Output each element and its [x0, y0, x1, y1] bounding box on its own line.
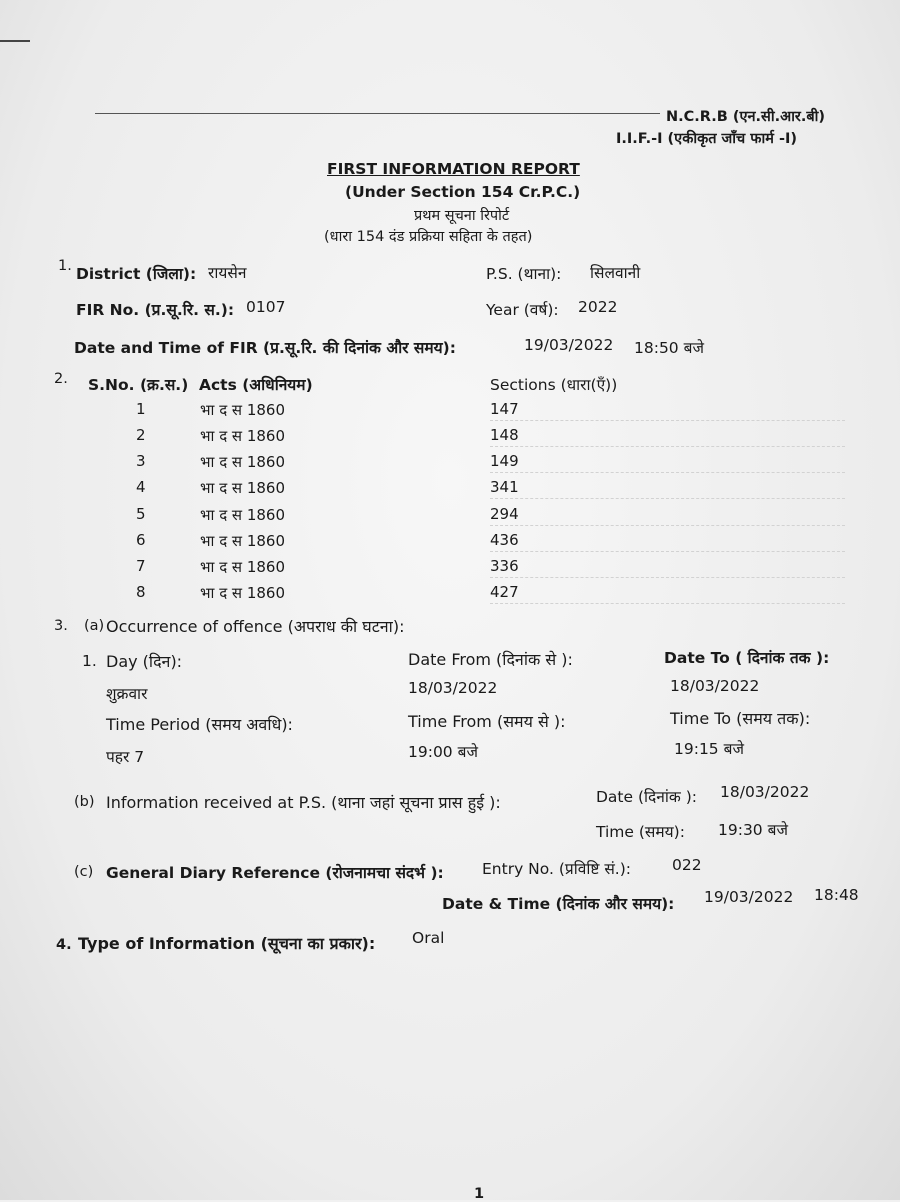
- occurrence-label: Occurrence of offence (अपराध की घटना):: [106, 617, 405, 636]
- table-row: [0, 452, 900, 478]
- row-section: 341: [490, 478, 519, 496]
- row-section: 294: [490, 505, 519, 523]
- info-date-value: 18/03/2022: [720, 783, 810, 801]
- table-row: [0, 426, 900, 452]
- time-from-label: Time From (समय से ):: [408, 712, 566, 731]
- info-received-label: Information received at P.S. (थाना जहां सूचना प्रास हुई ):: [106, 793, 501, 812]
- row-section: 147: [490, 400, 519, 418]
- info-time-value: 19:30 बजे: [718, 821, 788, 839]
- row-act: भा द स 1860: [200, 584, 286, 602]
- row-section: 427: [490, 583, 519, 601]
- police-station-value: सिलवानी: [590, 264, 641, 282]
- row-sno: 3: [136, 452, 146, 470]
- year-label: Year (वर्ष):: [486, 301, 559, 319]
- report-subtitle: (Under Section 154 Cr.P.C.): [345, 183, 581, 201]
- section-3-number: 3.: [54, 618, 68, 634]
- entry-number-label: Entry No. (प्रविष्टि सं.):: [482, 860, 631, 878]
- table-row: [0, 583, 900, 609]
- report-title-hindi: प्रथम सूचना रिपोर्ट: [414, 208, 510, 224]
- date-to-label: Date To ( दिनांक तक ):: [664, 649, 830, 667]
- row-sno: 6: [136, 531, 146, 549]
- row-fill-line: [490, 525, 845, 526]
- time-to-label: Time To (समय तक):: [670, 709, 811, 728]
- day-label: Day (दिन):: [106, 652, 183, 671]
- date-from-value: 18/03/2022: [408, 679, 498, 697]
- row-fill-line: [490, 577, 845, 578]
- acts-column-header: Acts (अधिनियम): [199, 376, 313, 394]
- general-diary-label: General Diary Reference (रोजनामचा संदर्भ ):: [106, 864, 444, 882]
- sections-column-header: Sections (धारा(एँ)): [490, 376, 618, 394]
- section-3b-label: (b): [74, 794, 95, 810]
- row-act: भा द स 1860: [200, 506, 286, 524]
- row-act: भा द स 1860: [200, 401, 286, 419]
- section-3a-label: (a): [84, 618, 105, 634]
- ncrb-label: N.C.R.B (एन.सी.आर.बी): [666, 109, 826, 125]
- table-row: [0, 400, 900, 426]
- row-sno: 7: [136, 557, 146, 575]
- district-label: District (जिला):: [76, 265, 197, 283]
- row-fill-line: [490, 420, 845, 421]
- police-station-label: P.S. (थाना):: [486, 265, 562, 283]
- fir-time-value: 18:50 बजे: [634, 339, 704, 357]
- row-section: 148: [490, 426, 519, 444]
- row-fill-line: [490, 472, 845, 473]
- date-to-value: 18/03/2022: [670, 677, 760, 695]
- time-from-value: 19:00 बजे: [408, 743, 478, 761]
- date-from-label: Date From (दिनांक से ):: [408, 650, 573, 669]
- row-sno: 2: [136, 426, 146, 444]
- row-fill-line: [490, 498, 845, 499]
- day-value: शुक्रवार: [106, 685, 148, 703]
- section-2-number: 2.: [54, 371, 68, 387]
- row-fill-line: [490, 446, 845, 447]
- time-to-value: 19:15 बजे: [674, 740, 744, 758]
- section-1-number: 1.: [58, 258, 72, 274]
- row-sno: 1: [136, 400, 146, 418]
- row-section: 336: [490, 557, 519, 575]
- occurrence-sub-number: 1.: [82, 652, 97, 670]
- table-row: [0, 505, 900, 531]
- year-value: 2022: [578, 298, 618, 316]
- page-number: 1: [474, 1186, 485, 1202]
- row-sno: 4: [136, 478, 146, 496]
- gd-date-value: 19/03/2022: [704, 888, 794, 906]
- row-act: भा द स 1860: [200, 532, 286, 550]
- row-section: 149: [490, 452, 519, 470]
- row-fill-line: [490, 603, 845, 604]
- fir-number-label: FIR No. (प्र.सू.रि. स.):: [76, 301, 235, 319]
- fir-date-value: 19/03/2022: [524, 336, 614, 354]
- gd-time-value: 18:48: [814, 886, 859, 904]
- table-row: [0, 478, 900, 504]
- left-edge-mark: [0, 40, 30, 42]
- table-row: [0, 557, 900, 583]
- row-fill-line: [490, 551, 845, 552]
- row-act: भा द स 1860: [200, 479, 286, 497]
- info-time-label: Time (समय):: [596, 823, 685, 841]
- information-type-label: Type of Information (सूचना का प्रकार):: [78, 934, 376, 953]
- section-3c-label: (c): [74, 864, 94, 880]
- report-title: FIRST INFORMATION REPORT: [327, 160, 580, 178]
- header-rule: [95, 113, 660, 114]
- row-act: भा द स 1860: [200, 558, 286, 576]
- table-row: [0, 531, 900, 557]
- row-section: 436: [490, 531, 519, 549]
- section-4-number: 4.: [56, 937, 72, 953]
- entry-number-value: 022: [672, 856, 702, 874]
- time-period-label: Time Period (समय अवधि):: [106, 715, 293, 734]
- fir-datetime-label: Date and Time of FIR (प्र.सू.रि. की दिनांक और समय):: [74, 339, 456, 357]
- row-act: भा द स 1860: [200, 453, 286, 471]
- row-sno: 8: [136, 583, 146, 601]
- information-type-value: Oral: [412, 929, 445, 947]
- gd-datetime-label: Date & Time (दिनांक और समय):: [442, 895, 675, 913]
- iif-label: I.I.F.-I (एकीकृत जाँच फार्म -I): [616, 131, 797, 147]
- row-sno: 5: [136, 505, 146, 523]
- district-value: रायसेन: [208, 264, 247, 282]
- row-act: भा द स 1860: [200, 427, 286, 445]
- report-subtitle-hindi: (धारा 154 दंड प्रक्रिया सहिता के तहत): [324, 229, 533, 245]
- time-period-value: पहर 7: [106, 748, 145, 766]
- fir-number-value: 0107: [246, 298, 286, 316]
- sno-column-header: S.No. (क्र.स.): [88, 376, 189, 394]
- info-date-label: Date (दिनांक ):: [596, 788, 697, 806]
